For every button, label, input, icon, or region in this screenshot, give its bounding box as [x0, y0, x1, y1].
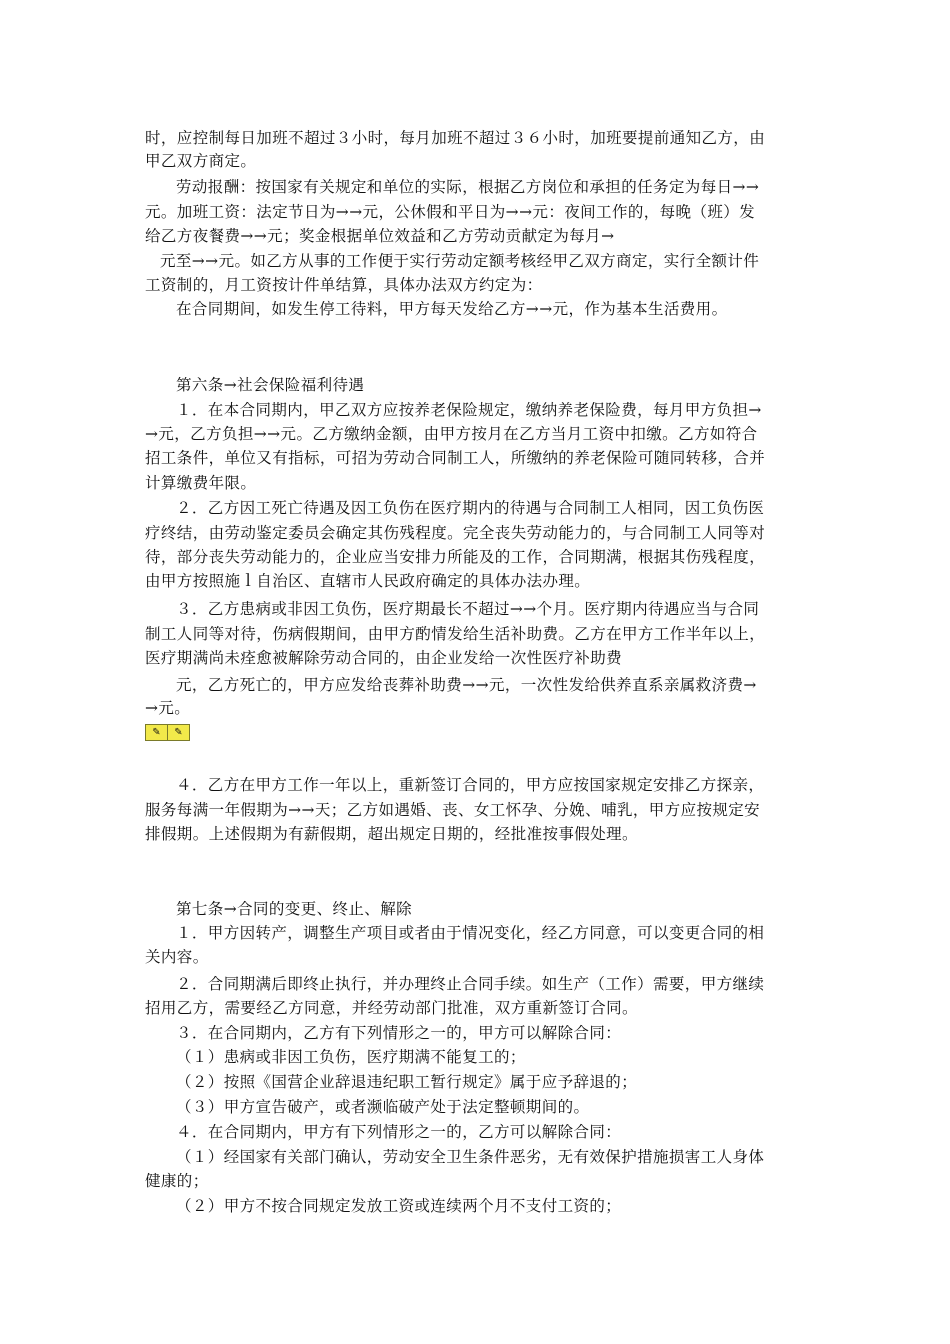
text-line: （１）经国家有关部门确认，劳动安全卫生条件恶劣，无有效保护措施损害工人身体	[176, 1148, 765, 1166]
text-line: ４．乙方在甲方工作一年以上，重新签订合同的，甲方应按国家规定安排乙方探亲，	[176, 776, 765, 794]
section-heading: 第七条→合同的变更、终止、解除	[176, 900, 412, 918]
text-line: 甲乙双方商定。	[145, 152, 257, 170]
text-line: 服务每满一年假期为→→天；乙方如遇婚、丧、女工怀孕、分娩、哺乳，甲方应按规定安	[145, 801, 761, 819]
text-line: 医疗期满尚未痊愈被解除劳动合同的，由企业发给一次性医疗补助费	[145, 649, 623, 667]
edit-icon[interactable]: ✎	[152, 727, 161, 738]
text-line: 元至→→元。如乙方从事的工作便于实行劳动定额考核经甲乙双方商定，实行全额计件	[160, 252, 760, 270]
text-line: ３．乙方患病或非因工负伤，医疗期最长不超过→→个月。医疗期内待遇应当与合同	[176, 600, 760, 618]
text-line: 元，乙方死亡的，甲方应发给丧葬补助费→→元，一次性发给供养直系亲属救济费→	[176, 676, 757, 694]
text-line: 计算缴费年限。	[145, 474, 257, 492]
text-line: ２．合同期满后即终止执行，并办理终止合同手续。如生产（工作）需要，甲方继续	[176, 975, 765, 993]
text-line: （２）甲方不按合同规定发放工资或连续两个月不支付工资的；	[176, 1197, 622, 1215]
text-line: 招用乙方，需要经乙方同意，并经劳动部门批准，双方重新签订合同。	[145, 999, 638, 1017]
text-line: 待，部分丧失劳动能力的，企业应当安排力所能及的工作，合同期满，根据其伤残程度，	[145, 548, 766, 566]
text-line: 劳动报酬：按国家有关规定和单位的实际，根据乙方岗位和承担的任务定为每日→→	[176, 178, 760, 196]
text-line: 元。加班工资：法定节日为→→元，公休假和平日为→→元：夜间工作的，每晚（班）发	[145, 203, 756, 221]
section-heading: 第六条→社会保险福利待遇	[176, 376, 365, 394]
text-line: 制工人同等对待，伤病假期间，由甲方酌情发给生活补助费。乙方在甲方工作半年以上，	[145, 625, 766, 643]
text-line: （２）按照《国营企业辞退违纪职工暂行规定》属于应予辞退的；	[176, 1073, 638, 1091]
text-line: （１）患病或非因工负伤，医疗期满不能复工的；	[176, 1048, 526, 1066]
text-line: →元，乙方负担→→元。乙方缴纳金额，由甲方按月在乙方当月工资中扣缴。乙方如符合	[145, 425, 758, 443]
text-line: 招工条件，单位又有指标，可招为劳动合同制工人，所缴纳的养老保险可随同转移，合并	[145, 449, 766, 467]
text-line: →元。	[145, 699, 191, 717]
text-line: 排假期。上述假期为有薪假期，超出规定日期的，经批准按事假处理。	[145, 825, 638, 843]
text-line: （３）甲方宣告破产，或者濒临破产处于法定整顿期间的。	[176, 1098, 590, 1116]
text-line: １．在本合同期内，甲乙双方应按养老保险规定，缴纳养老保险费，每月甲方负担→	[176, 401, 762, 419]
text-line: ４．在合同期内，甲方有下列情形之一的，乙方可以解除合同：	[176, 1123, 622, 1141]
text-line: 关内容。	[145, 948, 209, 966]
edit-icon[interactable]: ✎	[167, 725, 189, 740]
text-line: 由甲方按照施ｌ自治区、直辖市人民政府确定的具体办法办理。	[145, 572, 591, 590]
text-line: １．甲方因转产，调整生产项目或者由于情况变化，经乙方同意，可以变更合同的相	[176, 924, 765, 942]
text-line: ２．乙方因工死亡待遇及因工负伤在医疗期内的待遇与合同制工人相同，因工负伤医	[176, 499, 765, 517]
text-line: 工资制的，月工资按计件单结算，具体办法双方约定为：	[145, 276, 543, 294]
text-line: 健康的；	[145, 1172, 209, 1190]
text-line: 疗终结，由劳动鉴定委员会确定其伤残程度。完全丧失劳动能力的，与合同制工人同等对	[145, 524, 766, 542]
inline-icon-group	[145, 724, 190, 741]
text-line: 时，应控制每日加班不超过３小时，每月加班不超过３６小时，加班要提前通知乙方，由	[145, 129, 766, 147]
text-line: ３．在合同期内，乙方有下列情形之一的，甲方可以解除合同：	[176, 1024, 622, 1042]
text-line: 给乙方夜餐费→→元；奖金根据单位效益和乙方劳动贡献定为每月→	[145, 227, 615, 245]
text-line: 在合同期间，如发生停工待料，甲方每天发给乙方→→元，作为基本生活费用。	[176, 300, 728, 318]
